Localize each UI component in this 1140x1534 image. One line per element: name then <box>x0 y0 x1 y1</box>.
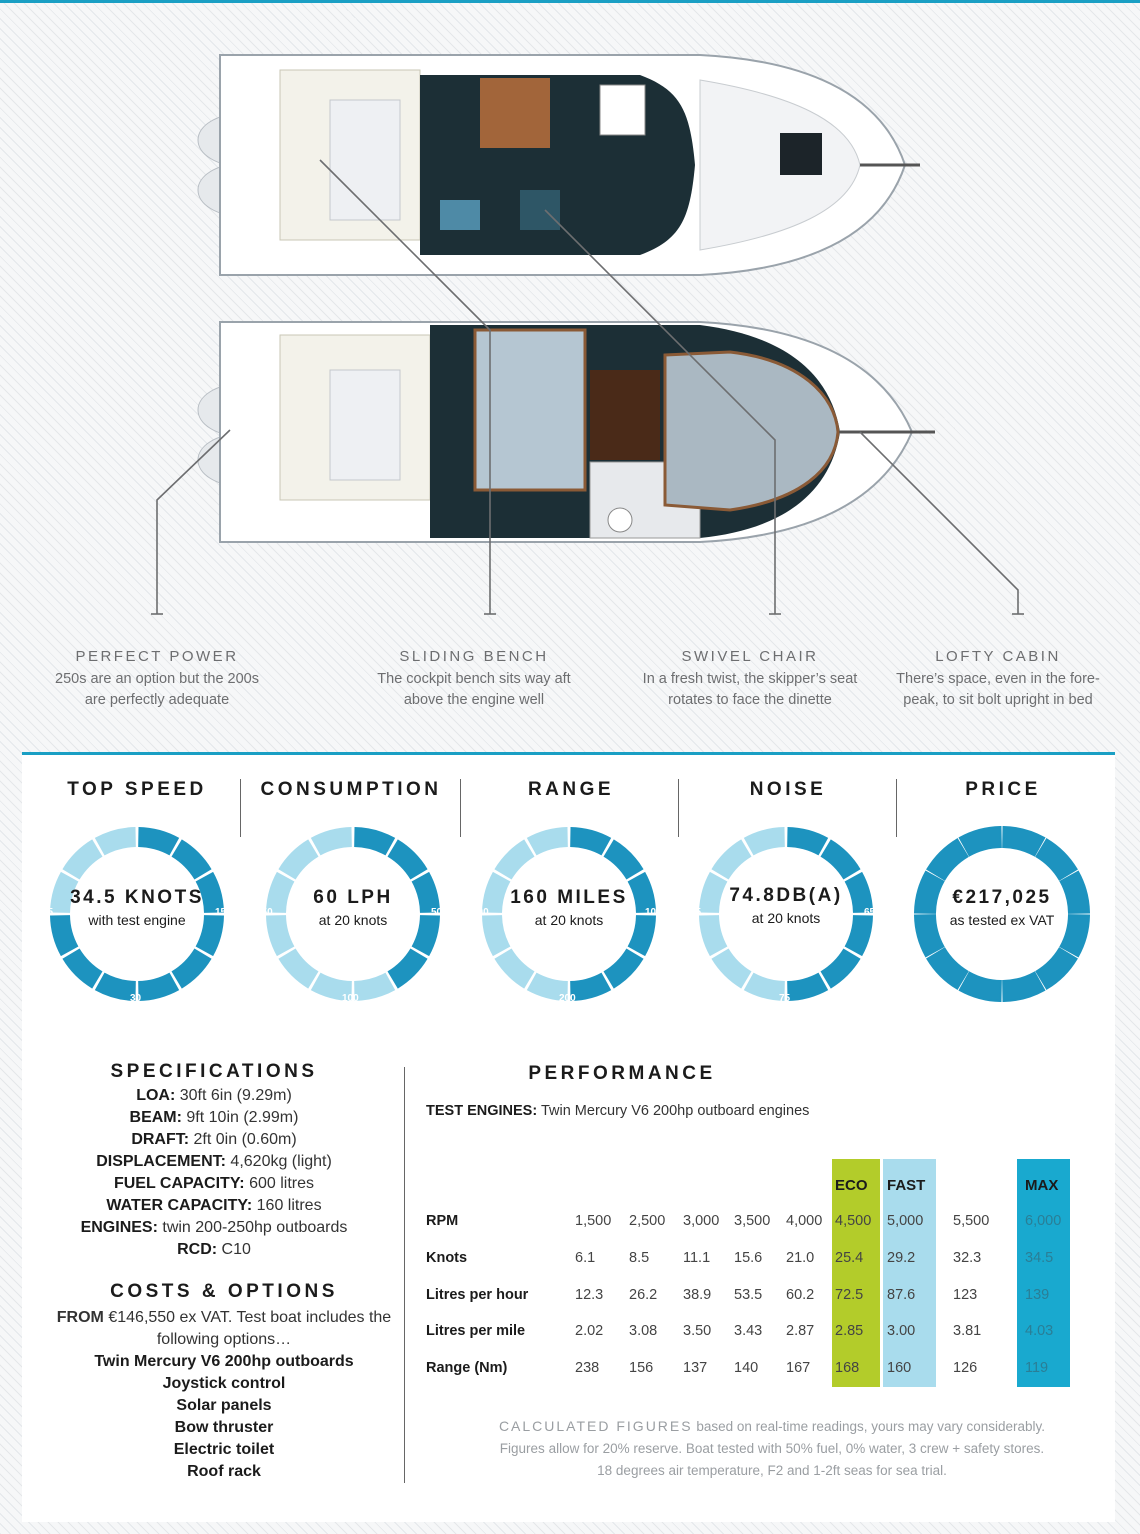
gauge-subtext: with test engine <box>88 912 186 928</box>
table-cell: 11.1 <box>683 1250 711 1266</box>
gauge-tick-label: 85 <box>690 907 702 918</box>
gauge-tick-label: 100 <box>645 907 662 918</box>
gauge-segment <box>138 973 179 1001</box>
stat-title: NOISE <box>749 779 827 800</box>
gauge-tick-label: 30 <box>130 993 142 1004</box>
table-cell: 156 <box>629 1360 654 1376</box>
stat-divider <box>240 779 241 837</box>
spec-value: 160 litres <box>256 1197 322 1214</box>
specifications <box>34 1061 394 1261</box>
callout-text-line: There’s space, even in the fore- <box>896 671 1100 687</box>
data-panel <box>22 752 1115 1522</box>
callout-text-line: rotates to face the dinette <box>668 692 832 708</box>
spec-row <box>34 1195 394 1217</box>
section-divider <box>404 1067 405 1483</box>
table-cell: 2.85 <box>835 1323 864 1339</box>
gauge-tick-label: 50 <box>431 907 443 918</box>
gauge-value: €217,025 <box>952 887 1052 908</box>
table-cell: 12.3 <box>575 1287 604 1303</box>
callout-swivel-chair <box>630 648 870 711</box>
gauge-segment <box>138 827 179 855</box>
callout-text-line: above the engine well <box>403 692 545 708</box>
table-cell: 4,000 <box>786 1213 823 1229</box>
gauge-tick-label: 45 <box>42 907 54 918</box>
table-cell: 3.50 <box>683 1323 712 1339</box>
stat-divider <box>460 779 461 837</box>
costs-from-label: FROM <box>56 1309 104 1326</box>
table-cell: 6.1 <box>575 1250 596 1266</box>
gauge-value: 60 LPH <box>313 887 393 908</box>
spec-row <box>34 1173 394 1195</box>
gauge-segment <box>927 839 967 879</box>
gauge-segment <box>388 949 428 989</box>
spec-key: DRAFT: <box>131 1131 190 1148</box>
table-cell: 38.9 <box>683 1287 712 1303</box>
stat-title: RANGE <box>527 779 615 800</box>
table-cell: 29.2 <box>887 1250 916 1266</box>
option-item: Roof rack <box>187 1463 261 1480</box>
table-cell: 3,500 <box>734 1213 771 1229</box>
table-cell: 15.6 <box>734 1250 763 1266</box>
table-cell: 139 <box>1025 1287 1050 1303</box>
table-cell: 167 <box>786 1360 811 1376</box>
costs-intro <box>34 1307 414 1329</box>
option-item: Bow thruster <box>174 1419 274 1436</box>
callout-perfect-power <box>38 648 276 711</box>
gauge-segment <box>787 973 828 1001</box>
costs-intro-line: following options… <box>156 1331 292 1348</box>
gauge-tick-label: 100 <box>342 993 359 1004</box>
stat-price <box>900 779 1106 801</box>
table-cell: 87.6 <box>887 1287 916 1303</box>
table-cell: 2.02 <box>575 1323 604 1339</box>
spec-value: 4,620kg (light) <box>230 1153 332 1170</box>
row-label: Litres per mile <box>426 1323 526 1339</box>
costs-and-options <box>34 1281 414 1483</box>
table-cell: 3.08 <box>629 1323 658 1339</box>
table-cell: 3.00 <box>887 1323 916 1339</box>
gauge-segment <box>1003 973 1044 1001</box>
table-cell: 4,500 <box>835 1213 872 1229</box>
option-item: Twin Mercury V6 200hp outboards <box>94 1353 354 1370</box>
spec-row <box>34 1151 394 1173</box>
gauge-subtext: at 20 knots <box>751 910 821 926</box>
table-cell: 126 <box>953 1360 978 1376</box>
gauge-segment <box>604 949 644 989</box>
table-cell: 3,000 <box>683 1213 720 1229</box>
table-cell: 72.5 <box>835 1287 864 1303</box>
gauge-readout-noise <box>696 885 876 926</box>
stat-divider <box>896 779 897 837</box>
callout-title: SLIDING BENCH <box>399 648 549 665</box>
callout-lofty-cabin <box>878 648 1118 711</box>
table-cell: 160 <box>887 1360 912 1376</box>
gauge-segment <box>354 973 395 1001</box>
stat-divider <box>678 779 679 837</box>
column-head-eco: ECO <box>835 1177 868 1194</box>
gauge-segment <box>62 839 102 879</box>
column-head-fast: FAST <box>887 1177 926 1194</box>
spec-value: 30ft 6in (9.29m) <box>179 1087 292 1104</box>
spec-key: DISPLACEMENT: <box>96 1153 226 1170</box>
spec-key: LOA: <box>136 1087 176 1104</box>
gauge-segment <box>311 827 352 855</box>
gauge-segment <box>711 839 751 879</box>
costs-title: COSTS & OPTIONS <box>110 1281 338 1302</box>
test-engines-value: Twin Mercury V6 200hp outboard engines <box>540 1103 810 1119</box>
table-cell: 123 <box>953 1287 978 1303</box>
spec-key: RCD: <box>177 1241 218 1258</box>
note-text: based on real-time readings, yours may vary considerably. <box>696 1419 1046 1434</box>
gauge-readout-top-speed <box>47 887 227 928</box>
table-cell: 2,500 <box>629 1213 666 1229</box>
gauge-value: 34.5 KNOTS <box>70 887 204 908</box>
gauge-segment <box>278 839 318 879</box>
gauge-segment <box>95 827 136 855</box>
stat-consumption <box>244 779 458 801</box>
spec-row <box>34 1217 394 1239</box>
test-engines <box>426 1103 809 1119</box>
upper-deck-plan <box>198 55 920 275</box>
stat-range <box>464 779 678 801</box>
spec-key: ENGINES: <box>80 1219 158 1236</box>
gauge-segment <box>570 973 611 1001</box>
callout-title: LOFTY CABIN <box>935 648 1061 665</box>
gauge-value: 74.8DB(A) <box>729 885 843 906</box>
performance-title: PERFORMANCE <box>528 1063 716 1084</box>
spec-key: BEAM: <box>129 1109 182 1126</box>
gauge-tick-label: 65 <box>864 907 876 918</box>
table-cell: 140 <box>734 1360 759 1376</box>
gauge-segment <box>711 949 751 989</box>
stat-title: TOP SPEED <box>67 779 207 800</box>
table-cell: 8.5 <box>629 1250 650 1266</box>
table-cell: 3.81 <box>953 1323 982 1339</box>
row-label: Range (Nm) <box>426 1360 508 1376</box>
table-cell: 21.0 <box>786 1250 815 1266</box>
table-cell: 119 <box>1025 1360 1049 1376</box>
stat-title: PRICE <box>965 779 1041 800</box>
table-cell: 137 <box>683 1360 708 1376</box>
table-cell: 53.5 <box>734 1287 763 1303</box>
table-cell: 5,500 <box>953 1213 990 1229</box>
gauge-segment <box>787 827 828 855</box>
gauge-tick-label: 150 <box>256 907 273 918</box>
callout-text-line: peak, to sit bolt upright in bed <box>903 692 1093 708</box>
calculated-figures-note <box>442 1415 1102 1482</box>
stat-top-speed <box>40 779 234 801</box>
gauge-subtext: as tested ex VAT <box>949 912 1055 928</box>
table-cell: 1,500 <box>575 1213 612 1229</box>
table-cell: 4.03 <box>1025 1323 1054 1339</box>
callout-text-line: The cockpit bench sits way aft <box>377 671 571 687</box>
gauge-segment <box>1003 827 1044 855</box>
spec-value: 9ft 10in (2.99m) <box>186 1109 299 1126</box>
note-lead: CALCULATED FIGURES <box>498 1418 693 1434</box>
spec-row <box>34 1085 394 1107</box>
spec-row <box>34 1239 394 1261</box>
gauge-tick-label: 300 <box>472 907 489 918</box>
gauge-segment <box>494 839 534 879</box>
table-cell: 25.4 <box>835 1250 864 1266</box>
table-cell: 6,000 <box>1025 1213 1062 1229</box>
gauge-readout-consumption <box>263 887 443 928</box>
note-text: Figures allow for 20% reserve. Boat tested with 50% fuel, 0% water, 3 crew + safety stores. <box>499 1441 1045 1456</box>
spec-row <box>34 1129 394 1151</box>
row-label: Knots <box>426 1250 468 1266</box>
gauge-segment <box>744 827 785 855</box>
column-head-max: MAX <box>1025 1177 1059 1194</box>
gauge-readout-range <box>479 887 659 928</box>
specifications-title: SPECIFICATIONS <box>110 1061 318 1082</box>
callout-text-line: In a fresh twist, the skipper’s seat <box>642 671 858 687</box>
gauge-segment <box>960 827 1001 855</box>
gauge-segment <box>1037 949 1077 989</box>
table-cell: 3.43 <box>734 1323 763 1339</box>
gauge-segment <box>570 827 611 855</box>
stat-title: CONSUMPTION <box>260 779 442 800</box>
gauge-segment <box>388 839 428 879</box>
gauge-segment <box>278 949 318 989</box>
option-item: Solar panels <box>176 1397 272 1414</box>
gauge-subtext: at 20 knots <box>318 912 388 928</box>
table-cell: 238 <box>575 1360 600 1376</box>
row-label: RPM <box>426 1213 459 1229</box>
gauge-segment <box>1037 839 1077 879</box>
gauge-segment <box>62 949 102 989</box>
spec-value: 2ft 0in (0.60m) <box>193 1131 297 1148</box>
spec-value: twin 200-250hp outboards <box>162 1219 348 1236</box>
table-cell: 2.87 <box>786 1323 815 1339</box>
callout-text-line: are perfectly adequate <box>84 692 230 708</box>
callout-title: PERFECT POWER <box>75 648 239 665</box>
spec-value: 600 litres <box>249 1175 315 1192</box>
spec-key: WATER CAPACITY: <box>106 1197 253 1214</box>
option-item: Joystick control <box>162 1375 286 1392</box>
gauge-segment <box>960 973 1001 1001</box>
table-cell: 26.2 <box>629 1287 658 1303</box>
row-label: Litres per hour <box>426 1287 529 1303</box>
test-engines-label: TEST ENGINES: <box>426 1103 538 1119</box>
option-item: Electric toilet <box>173 1441 275 1458</box>
callout-text-line: 250s are an option but the 200s <box>55 671 259 687</box>
lower-deck-plan <box>198 322 935 542</box>
gauge-segment <box>172 949 212 989</box>
gauge-segment <box>821 949 861 989</box>
table-cell: 34.5 <box>1025 1250 1054 1266</box>
gauge-subtext: at 20 knots <box>534 912 604 928</box>
spec-value: C10 <box>221 1241 251 1258</box>
callout-title: SWIVEL CHAIR <box>681 648 819 665</box>
table-cell: 5,000 <box>887 1213 924 1229</box>
gauge-segment <box>927 949 967 989</box>
spec-key: FUEL CAPACITY: <box>113 1175 245 1192</box>
gauge-segment <box>494 949 534 989</box>
note-text: 18 degrees air temperature, F2 and 1-2ft seas for sea trial. <box>597 1463 947 1478</box>
gauge-readout-price <box>912 887 1092 928</box>
gauge-segment <box>821 839 861 879</box>
table-cell: 168 <box>835 1360 860 1376</box>
callout-sliding-bench <box>355 648 593 711</box>
gauge-value: 160 MILES <box>510 887 628 908</box>
gauge-segment <box>354 827 395 855</box>
costs-from-value: €146,550 ex VAT. Test boat includes the <box>108 1309 392 1326</box>
gauge-tick-label: 200 <box>559 993 576 1004</box>
table-cell: 60.2 <box>786 1287 815 1303</box>
boat-deck-plans <box>0 0 1140 620</box>
gauge-segment <box>604 839 644 879</box>
stat-noise <box>682 779 894 801</box>
gauge-segment <box>172 839 212 879</box>
spec-row <box>34 1107 394 1129</box>
gauge-segment <box>527 827 568 855</box>
gauge-tick-label: 75 <box>779 993 791 1004</box>
table-cell: 32.3 <box>953 1250 982 1266</box>
gauge-tick-label: 15 <box>215 907 227 918</box>
